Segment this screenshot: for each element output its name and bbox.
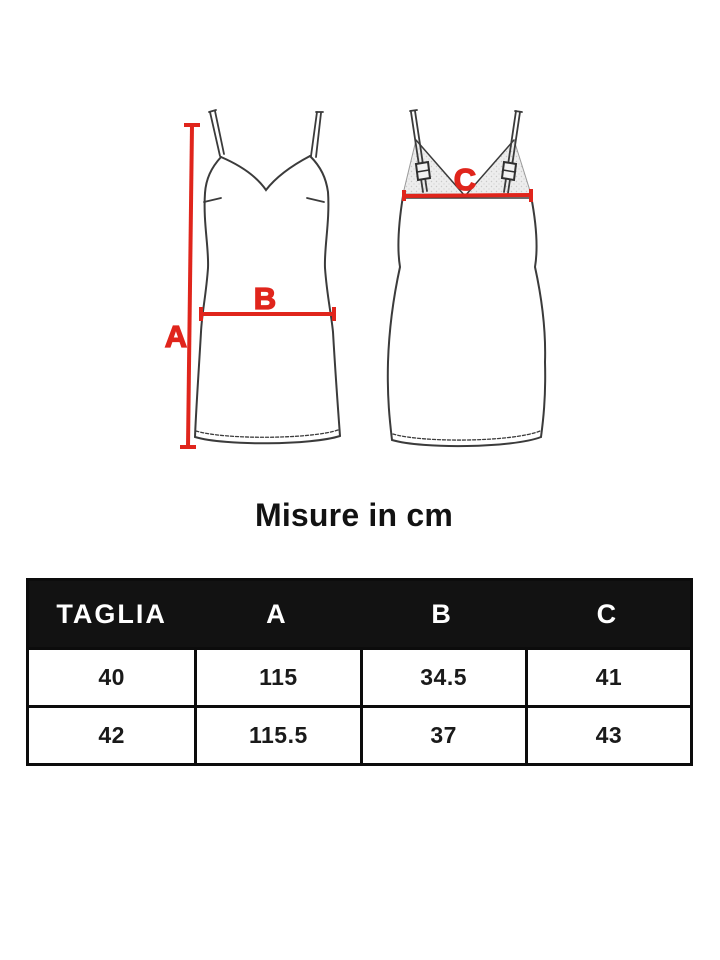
back-right-strap-top bbox=[515, 111, 522, 112]
cell-size-40-c: 41 bbox=[525, 650, 690, 705]
measurement-label-b: B bbox=[253, 281, 277, 316]
measurement-label-c: C bbox=[453, 162, 477, 197]
table-row-size-42 bbox=[29, 705, 690, 763]
cell-size-42-a: 115.5 bbox=[194, 708, 359, 763]
measurement-line-a bbox=[188, 125, 192, 447]
front-neckline bbox=[221, 156, 310, 190]
column-header-c: C bbox=[596, 598, 619, 629]
back-hem-stitch bbox=[393, 431, 540, 440]
front-left-strap-inner bbox=[215, 111, 224, 154]
column-header-b: B bbox=[431, 598, 453, 629]
column-header-a: A bbox=[266, 598, 288, 629]
front-right-edge bbox=[310, 156, 340, 436]
column-header-taglia: TAGLIA bbox=[56, 598, 167, 629]
back-right-edge bbox=[531, 196, 545, 437]
cell-size-40-a: 115 bbox=[194, 650, 359, 705]
front-hem-stitch bbox=[196, 430, 338, 437]
size-table bbox=[26, 578, 693, 766]
back-left-edge bbox=[388, 196, 403, 440]
cell-size-42-b: 37 bbox=[360, 708, 525, 763]
dress-front-illustration bbox=[195, 110, 340, 443]
dress-back-illustration bbox=[388, 110, 545, 446]
table-row-size-40 bbox=[29, 647, 690, 705]
page-title: Misure in cm bbox=[254, 497, 453, 533]
front-left-strap bbox=[210, 112, 220, 156]
cell-size-42-c: 43 bbox=[525, 708, 690, 763]
cell-size-40-b: 34.5 bbox=[360, 650, 525, 705]
cell-size-40-taglia: 40 bbox=[98, 664, 125, 690]
front-left-dart bbox=[204, 198, 221, 202]
size-table-header-row bbox=[29, 581, 690, 647]
front-right-dart bbox=[307, 198, 324, 202]
measurement-annotations bbox=[165, 125, 531, 447]
measurement-label-a: A bbox=[164, 319, 188, 354]
back-left-strap-top bbox=[410, 110, 417, 111]
cell-size-42-taglia: 42 bbox=[98, 722, 125, 748]
